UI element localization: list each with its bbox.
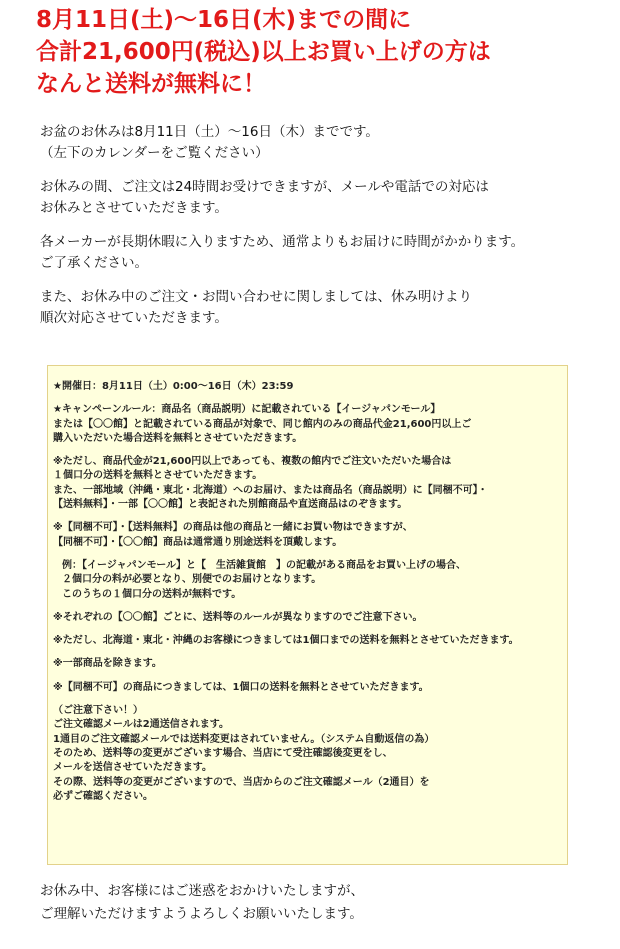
note-line: ※それぞれの【〇〇館】ごとに、送料等のルールが異なりますのでご注意下さい。 xyxy=(53,611,423,623)
intro-paragraph xyxy=(40,287,610,329)
headline-line: なんと送料が無料に！ xyxy=(36,71,266,97)
caution-line: その際、送料等の変更がございますので、当店からのご注文確認メール（2通目）を xyxy=(53,776,430,788)
headline-line: 8月11日(土)～16日(木)までの間に xyxy=(36,7,412,33)
closing-line: ご理解いただけますようよろしくお願いいたします。 xyxy=(40,906,363,922)
note-line: 【同梱不可】・【〇〇館】商品は通常通り別途送料を頂戴します。 xyxy=(53,536,343,548)
confirmation-email-caution xyxy=(53,704,567,804)
closing-line: お休み中、お客様にはご迷惑をおかけいたしますが、 xyxy=(40,883,364,899)
campaign-headline xyxy=(36,4,616,100)
intro-paragraph xyxy=(40,232,610,274)
campaign-notice-box xyxy=(47,365,568,865)
period-text: ★開催日：8月11日（土）0:00～16日（木）23:59 xyxy=(53,381,294,392)
intro-line: ご了承ください。 xyxy=(40,255,148,271)
intro-line: 順次対応させていただきます。 xyxy=(40,310,228,326)
note-rules-differ xyxy=(53,611,567,625)
intro-line: お盆のお休みは8月11日（土）～16日（木）までです。 xyxy=(40,124,379,140)
note-line: ※一部商品を除きます。 xyxy=(53,658,162,670)
note-exclusions xyxy=(53,657,567,671)
caution-line: そのため、送料等の変更がございます場合、当店にて受注確認後変更をし、 xyxy=(53,747,393,759)
intro-line: また、お休み中のご注文・お問い合わせに関しましては、休み明けより xyxy=(40,289,472,305)
caution-line: （ご注意下さい！） xyxy=(53,705,143,717)
holiday-intro xyxy=(40,122,610,342)
caution-line: メールを送信させていただきます。 xyxy=(53,762,212,774)
caution-line: 1通目のご注文確認メールでは送料変更はされていません。（システム自動返信の為） xyxy=(53,733,435,745)
note-line: また、一部地域（沖縄・東北・北海道）へのお届け、または商品名（商品説明）に【同梱不可】・ xyxy=(53,484,488,496)
closing-message xyxy=(40,880,610,926)
caution-line: 必ずご確認ください。 xyxy=(53,790,153,802)
example-line: ２個口分の料が必要となり、別便でのお届けとなります。 xyxy=(62,574,322,586)
intro-line: （左下のカレンダーをご覧ください） xyxy=(40,145,269,161)
note-regions xyxy=(53,634,567,648)
rule-line: 購入いただいた場合送料を無料とさせていただきます。 xyxy=(53,432,303,444)
note-multiple-stores xyxy=(53,455,567,512)
rule-line: または【〇〇館】と記載されている商品が対象で、同じ館内のみの商品代金21,600円以上ご xyxy=(53,418,472,430)
campaign-rule xyxy=(53,403,567,446)
example-line: 例：【イージャパンモール】と【 生活雑貨館 】の記載がある商品をお買い上げの場合、 xyxy=(62,559,466,571)
note-line: ※【同梱不可】・【送料無料】の商品は他の商品と一緒にお買い物はできますが、 xyxy=(53,522,413,534)
note-line: ※ただし、商品代金が21,600円以上であっても、複数の館内でご注文いただいた場合は xyxy=(53,456,452,468)
intro-line: 各メーカーが長期休暇に入りますため、通常よりもお届けに時間がかかります。 xyxy=(40,234,525,250)
note-line: ※【同梱不可】の商品につきましては、1個口の送料を無料とさせていただきます。 xyxy=(53,681,429,693)
intro-paragraph xyxy=(40,122,610,164)
rule-line: ★キャンペーンルール：商品名（商品説明）に記載されている【イージャパンモール】 xyxy=(53,404,441,416)
campaign-period xyxy=(53,380,567,394)
note-line: １個口分の送料を無料とさせていただきます。 xyxy=(53,470,263,482)
intro-line: お休みとさせていただきます。 xyxy=(40,200,228,216)
note-example xyxy=(62,559,567,602)
headline-line: 合計21,600円(税込)以上お買い上げの方は xyxy=(36,39,491,65)
note-no-bundle xyxy=(53,521,567,550)
note-line: 【送料無料】・一部【〇〇館】と表記された別館商品や直送商品はのぞきます。 xyxy=(53,499,408,511)
note-line: ※ただし、北海道・東北・沖縄のお客様につきましては1個口までの送料を無料とさせていただきます。 xyxy=(53,635,519,647)
intro-paragraph xyxy=(40,177,610,219)
intro-line: お休みの間、ご注文は24時間お受けできますが、メールや電話での対応は xyxy=(40,179,489,195)
example-line: このうちの１個口分の送料が無料です。 xyxy=(62,588,242,600)
caution-line: ご注文確認メールは2通送信されます。 xyxy=(53,719,229,731)
note-no-bundle-shipping xyxy=(53,681,567,695)
